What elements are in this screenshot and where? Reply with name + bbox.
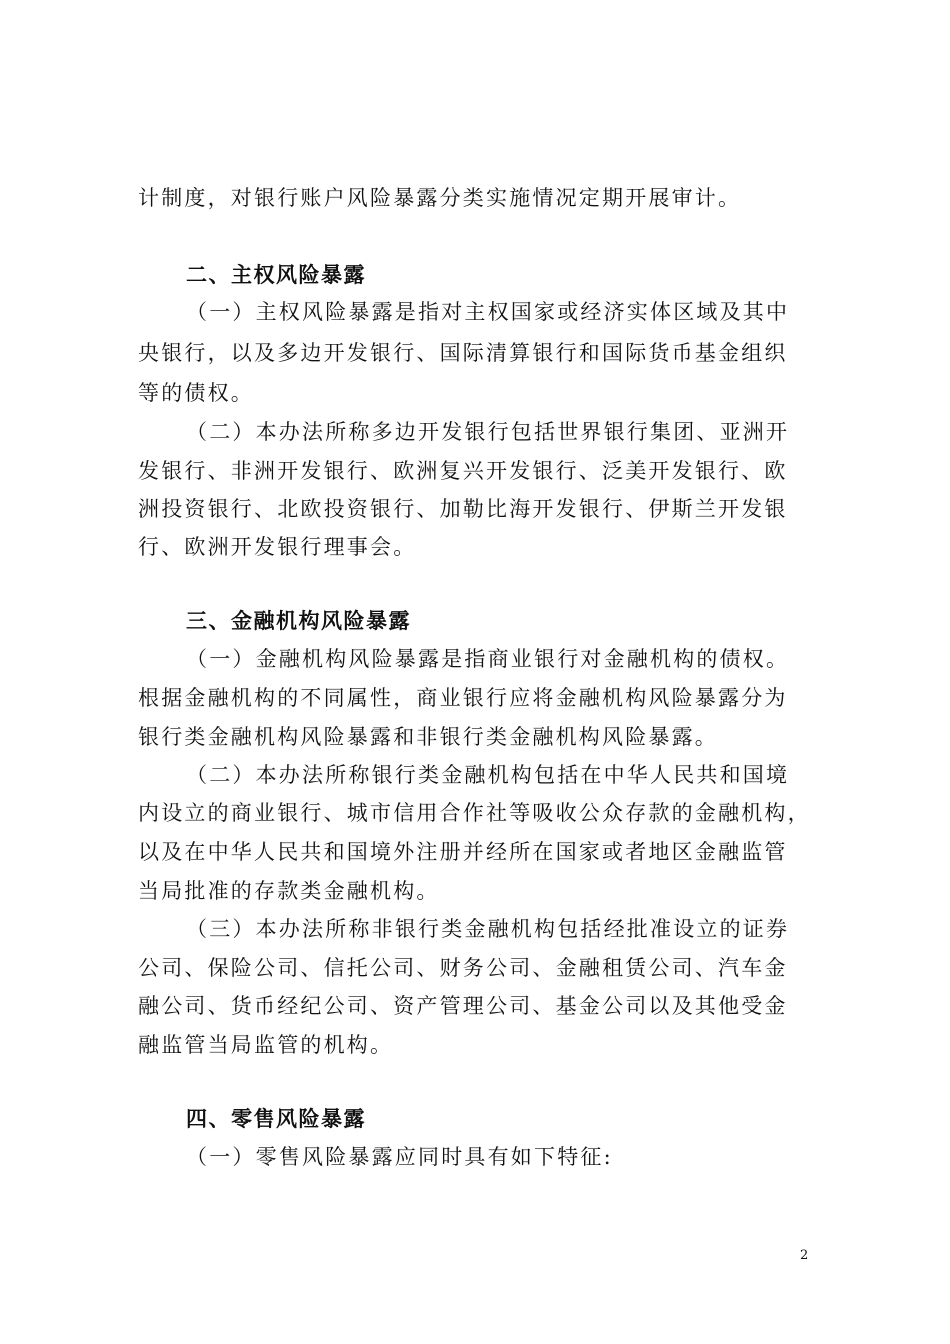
paragraph-line: 银行类金融机构风险暴露和非银行类金融机构风险暴露。 [138, 725, 718, 749]
paragraph-line: （三）本办法所称非银行类金融机构包括经批准设立的证券 [186, 917, 790, 941]
page-number: 2 [800, 1248, 809, 1263]
paragraph-line: 公司、保险公司、信托公司、财务公司、金融租赁公司、汽车金 [138, 956, 788, 980]
paragraph-line: （二）本办法所称多边开发银行包括世界银行集团、亚洲开 [186, 420, 790, 444]
paragraph-line: 融公司、货币经纪公司、资产管理公司、基金公司以及其他受金 [138, 994, 788, 1018]
paragraph-line: （一）零售风险暴露应同时具有如下特征: [186, 1145, 613, 1169]
paragraph-line: （一）主权风险暴露是指对主权国家或经济实体区域及其中 [186, 300, 790, 324]
paragraph-line: 融监管当局监管的机构。 [138, 1033, 394, 1057]
section-heading-retail: 四、零售风险暴露 [186, 1107, 366, 1131]
paragraph-line: 等的债权。 [138, 381, 254, 405]
paragraph-line: 洲投资银行、北欧投资银行、加勒比海开发银行、伊斯兰开发银 [138, 497, 788, 521]
paragraph-line: 以及在中华人民共和国境外注册并经所在国家或者地区金融监管 [138, 840, 788, 864]
section-heading-financial-institution: 三、金融机构风险暴露 [186, 609, 411, 633]
paragraph-line: 内设立的商业银行、城市信用合作社等吸收公众存款的金融机构， [138, 801, 811, 825]
body-text-line: 计制度，对银行账户风险暴露分类实施情况定期开展审计。 [138, 186, 742, 210]
paragraph-line: 当局批准的存款类金融机构。 [138, 879, 440, 903]
paragraph-line: 根据金融机构的不同属性，商业银行应将金融机构风险暴露分为 [138, 686, 788, 710]
paragraph-line: 央银行，以及多边开发银行、国际清算银行和国际货币基金组织 [138, 341, 788, 365]
paragraph-line: （一）金融机构风险暴露是指商业银行对金融机构的债权。 [186, 647, 790, 671]
paragraph-line: 发银行、非洲开发银行、欧洲复兴开发银行、泛美开发银行、欧 [138, 459, 788, 483]
section-heading-sovereign: 二、主权风险暴露 [186, 263, 366, 287]
paragraph-line: （二）本办法所称银行类金融机构包括在中华人民共和国境 [186, 763, 790, 787]
paragraph-line: 行、欧洲开发银行理事会。 [138, 535, 417, 559]
